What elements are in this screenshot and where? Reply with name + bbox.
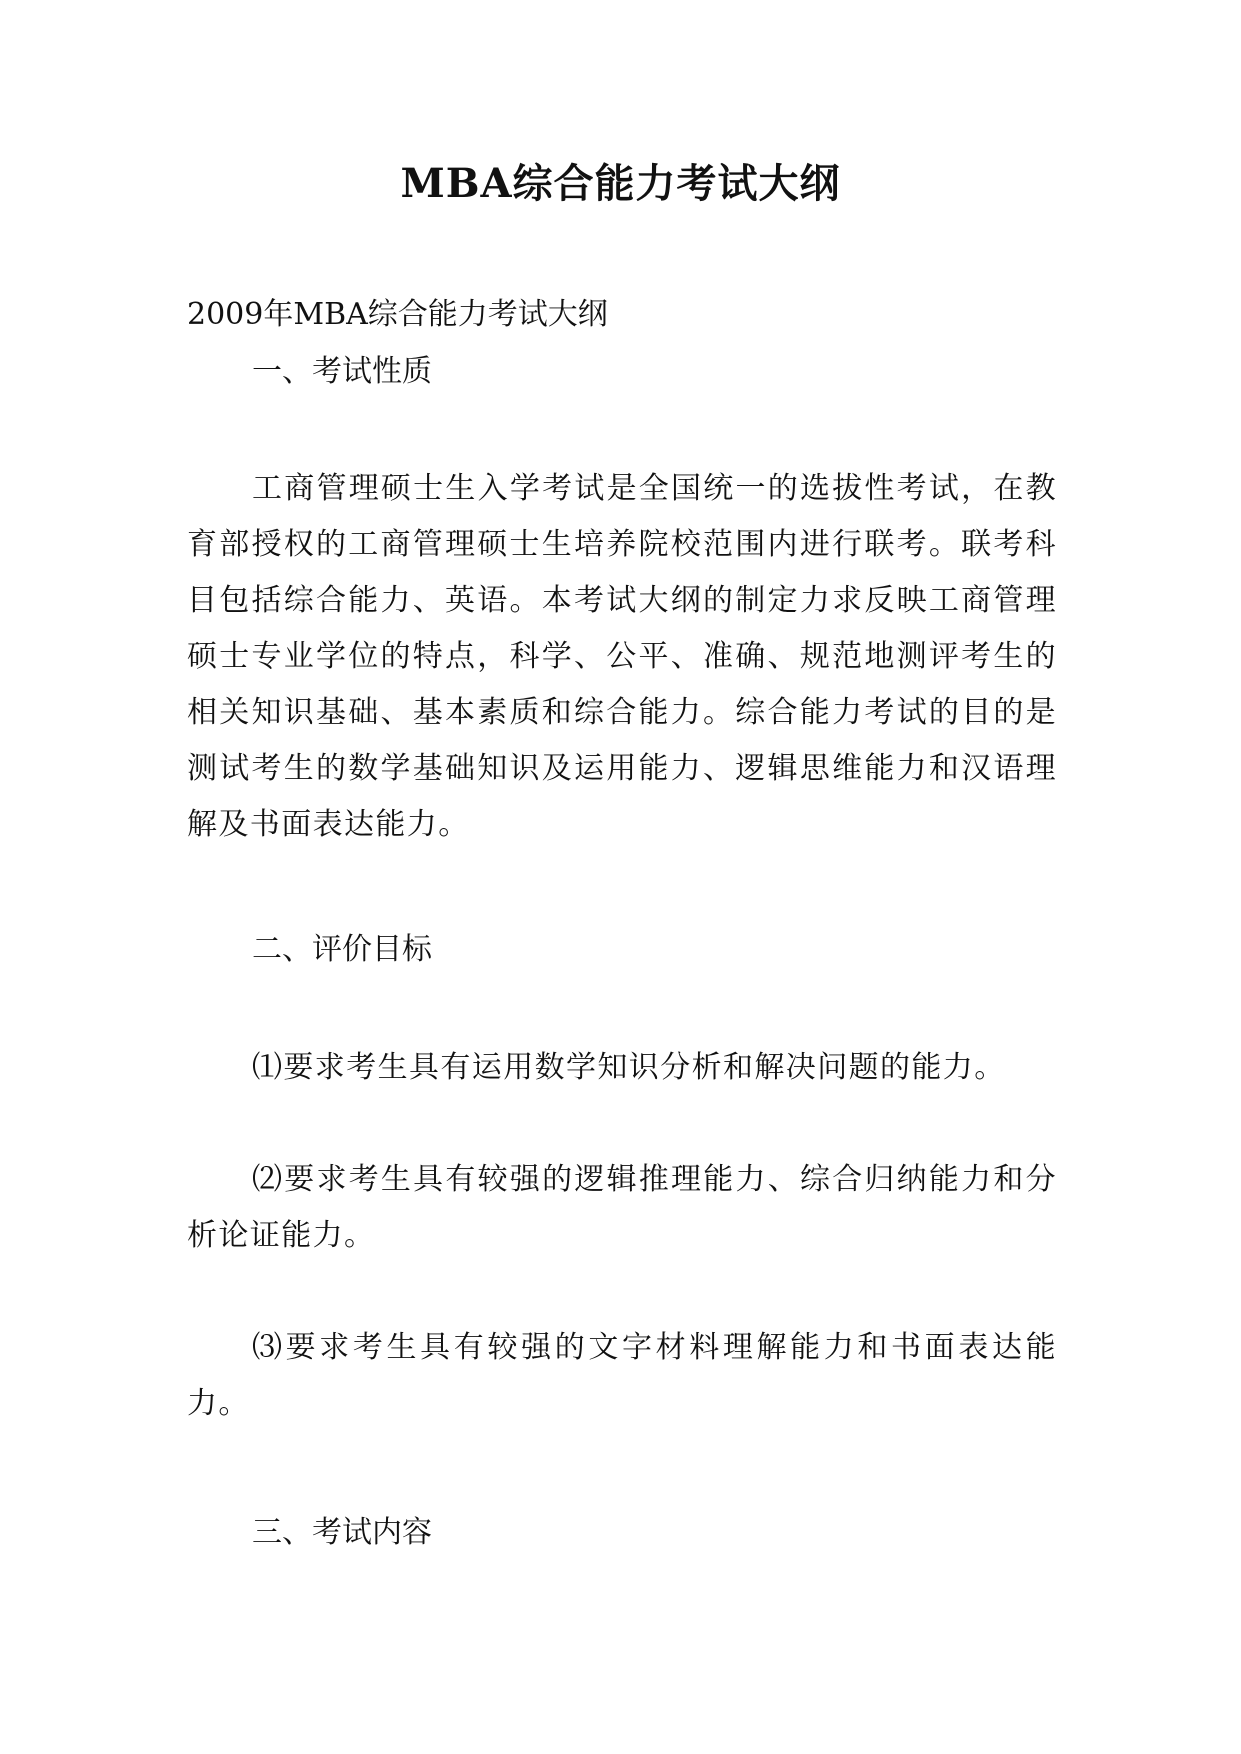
goal-item-1: ⑴要求考生具有运用数学知识分析和解决问题的能力。 <box>252 1050 1006 1085</box>
section-paragraph-nature: 工商管理硕士生入学考试是全国统一的选拔性考试，在教育部授权的工商管理硕士生培养院校范围内进行联考。联考科目包括综合能力、英语。本考试大纲的制定力求反映工商管理硕士专业学位的特点，科学、公平、准确、规范地测评考生的相关知识基础、基本素质和综合能力。综合能力考试的目的是测试考生的数学基础知识及运用能力、逻辑思维能力和汉语理解及书面表达能力。 <box>187 471 1057 842</box>
section-heading-content: 三、考试内容 <box>252 1515 432 1550</box>
goal-item-3: ⑶要求考生具有较强的文字材料理解能力和书面表达能力。 <box>187 1330 1057 1421</box>
document-title: MBA综合能力考试大纲 <box>400 160 841 207</box>
goal-item-2: ⑵要求考生具有较强的逻辑推理能力、综合归纳能力和分析论证能力。 <box>187 1162 1057 1253</box>
section-heading-nature: 一、考试性质 <box>252 354 432 389</box>
section-heading-goals: 二、评价目标 <box>252 932 432 967</box>
document-subtitle: 2009年MBA综合能力考试大纲 <box>187 297 608 332</box>
